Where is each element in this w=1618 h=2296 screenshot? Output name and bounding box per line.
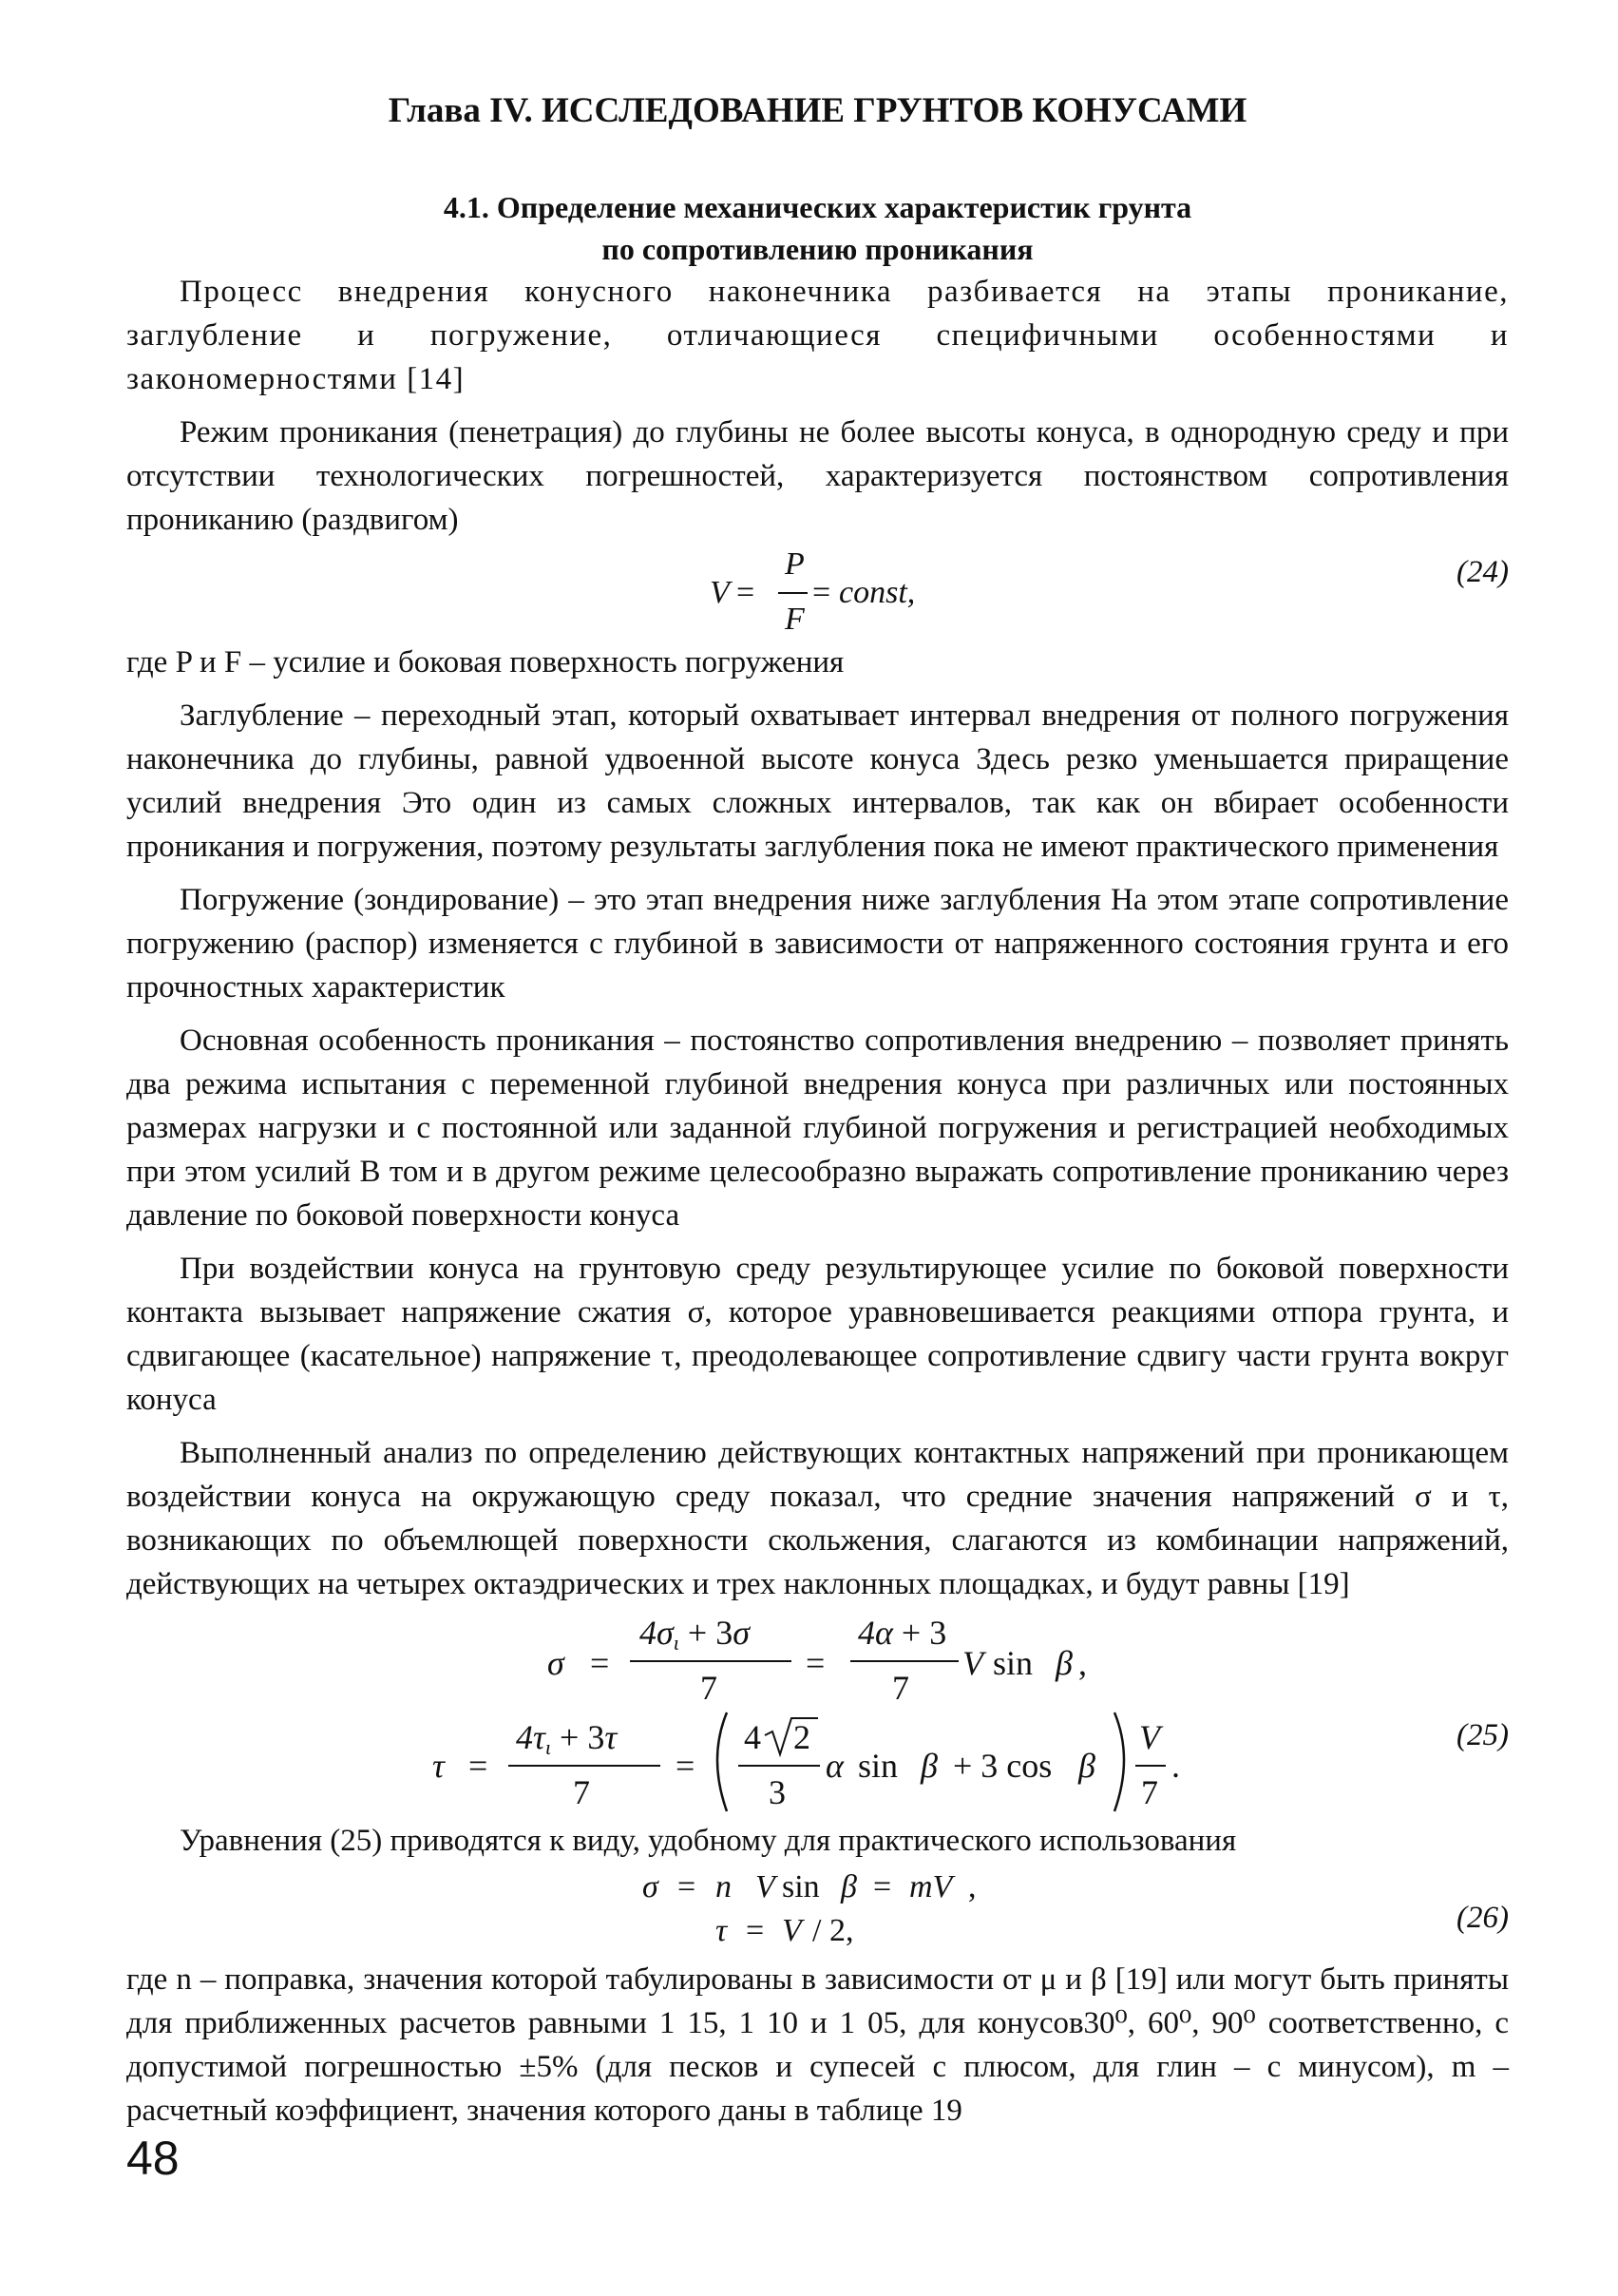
svg-text:3: 3 bbox=[769, 1773, 786, 1811]
svg-text:β: β bbox=[841, 1869, 857, 1904]
svg-text:=: = bbox=[806, 1644, 826, 1682]
svg-text:β: β bbox=[1056, 1644, 1073, 1682]
svg-text:7: 7 bbox=[700, 1669, 717, 1707]
svg-text:=: = bbox=[873, 1869, 892, 1904]
svg-text:α: α bbox=[826, 1747, 844, 1785]
svg-text:P: P bbox=[785, 546, 805, 582]
paragraph-6: Основная особенность проникания – постоянство сопротивления внедрению – позволяет принять два режима испытания с переменной глубиной внедрения конуса при различных или постоянных размерах нагрузки и с постоянной или заданной глубиной погружения и регистрацией необходимых при этом усилий В том и в другом режиме целесообразно выражать сопротивление прониканию через давление по боковой поверхности конуса bbox=[126, 1024, 1509, 1233]
equation-25 bbox=[126, 1606, 1509, 1819]
svg-text:2: 2 bbox=[793, 1718, 810, 1756]
svg-text:V: V bbox=[710, 575, 730, 610]
chapter-title: Глава IV. ИССЛЕДОВАНИЕ ГРУНТОВ КОНУСАМИ bbox=[388, 91, 1247, 130]
svg-text:V: V bbox=[782, 1913, 802, 1948]
equation-25-graphic bbox=[126, 1606, 1509, 1819]
svg-text:4: 4 bbox=[744, 1718, 761, 1756]
svg-text:β: β bbox=[1078, 1747, 1095, 1785]
equation-24 bbox=[126, 542, 1509, 641]
paragraph-2: Режим проникания (пенетрация) до глубины не более высоты конуса, в однородную среду и при отсутствии технологических погрешностей, характеризуется постоянством сопротивления прониканию (раздвигом) bbox=[126, 415, 1509, 537]
paragraph-9: Уравнения (25) приводятся к виду, удобному для практического использования bbox=[180, 1824, 1237, 1858]
equation-24-number: (24) bbox=[1456, 555, 1509, 589]
svg-text:τ: τ bbox=[432, 1747, 445, 1785]
svg-text:7: 7 bbox=[1141, 1773, 1158, 1811]
equation-26 bbox=[126, 1863, 1509, 1958]
svg-text:=: = bbox=[746, 1913, 765, 1948]
svg-text:=: = bbox=[468, 1747, 488, 1785]
svg-text:σ: σ bbox=[547, 1644, 564, 1682]
equation-26-number: (26) bbox=[1456, 1901, 1509, 1935]
svg-text:.: . bbox=[1171, 1747, 1180, 1785]
equation-24-graphic bbox=[126, 542, 1509, 641]
paragraph-4: Заглубление – переходный этап, который охватывает интервал внедрения от полного погружения наконечника до глубины, равной удвоенной высоте конуса Здесь резко уменьшается приращение усилий внедрения Это один из самых сложных интервалов, так как он вбирает особенности проникания и погружения, поэтому результаты заглубления пока не имеют практического применения bbox=[126, 698, 1509, 864]
svg-text:/ 2,: / 2, bbox=[812, 1913, 854, 1948]
equation-26-graphic bbox=[126, 1863, 1509, 1958]
svg-text:n: n bbox=[715, 1869, 732, 1904]
svg-text:const,: const, bbox=[839, 575, 916, 610]
svg-text:=: = bbox=[736, 575, 755, 610]
svg-text:,: , bbox=[1078, 1644, 1087, 1682]
equation-25-number: (25) bbox=[1456, 1718, 1509, 1752]
paragraph-3: где P и F – усилие и боковая поверхность погружения bbox=[126, 645, 845, 679]
svg-text:4α + 3: 4α + 3 bbox=[858, 1614, 947, 1652]
svg-text:=: = bbox=[677, 1869, 696, 1904]
svg-text:+ 3 cos: + 3 cos bbox=[953, 1747, 1053, 1785]
svg-text:sin: sin bbox=[782, 1869, 820, 1904]
svg-text:V: V bbox=[962, 1644, 983, 1682]
paragraph-8: Выполненный анализ по определению действующих контактных напряжений при проникающем воздействии конуса на окружающую среду показал, что средние значения напряжений σ и τ, возникающих по объемлющей поверхности скольжения, слагаются из комбинации напряжений, действующих на четырех октаэдрических и трех наклонных площадках, и будут равны [19] bbox=[126, 1436, 1509, 1601]
svg-text:4σι + 3σ: 4σι + 3σ bbox=[639, 1614, 750, 1655]
svg-text:7: 7 bbox=[573, 1773, 590, 1811]
svg-text:sin: sin bbox=[858, 1747, 899, 1785]
svg-text:=: = bbox=[590, 1644, 610, 1682]
paragraph-1: Процесс внедрения конусного наконечника разбивается на этапы проникание, заглубление и погружение, отличающиеся специфичными особенностями и закономерностями [14] bbox=[126, 275, 1509, 396]
svg-text:=: = bbox=[812, 575, 831, 610]
svg-text:,: , bbox=[968, 1869, 977, 1904]
paragraph-10: где n – поправка, значения которой табулированы в зависимости от μ и β [19] или могут быть приняты для приближенных расчетов равными 1 15, 1 10 и 1 05, для конусов30⁰, 60⁰, 90⁰ соответственно, с допустимой погрешностью ±5% (для песков и супесей с плюсом, для глин – с минусом), m – расчетный коэффициент, значения которого даны в таблице 19 bbox=[126, 1962, 1509, 2128]
paragraph-7: При воздействии конуса на грунтовую среду результирующее усилие по боковой поверхности контакта вызывает напряжение сжатия σ, которое уравновешивается реакциями отпора грунта, и сдвигающее (касательное) напряжение τ, преодолевающее сопротивление сдвигу части грунта вокруг конуса bbox=[126, 1252, 1509, 1417]
svg-text:V: V bbox=[1139, 1718, 1160, 1756]
page-body bbox=[126, 90, 1509, 2133]
svg-text:mV: mV bbox=[909, 1869, 953, 1904]
svg-text:σ: σ bbox=[642, 1869, 658, 1904]
svg-text:τ: τ bbox=[715, 1913, 728, 1948]
page-number: 48 bbox=[126, 2132, 180, 2185]
section-title-line-2: по сопротивлению проникания bbox=[601, 232, 1034, 266]
svg-text:V: V bbox=[755, 1869, 775, 1904]
svg-text:7: 7 bbox=[892, 1669, 909, 1707]
section-title-line-1: 4.1. Определение механических характеристик грунта bbox=[443, 190, 1192, 224]
svg-text:sin: sin bbox=[993, 1644, 1034, 1682]
svg-text:F: F bbox=[785, 602, 805, 637]
svg-text:β: β bbox=[921, 1747, 938, 1785]
svg-text:=: = bbox=[676, 1747, 695, 1785]
svg-text:4τι + 3τ: 4τι + 3τ bbox=[516, 1718, 618, 1759]
paragraph-5: Погружение (зондирование) – это этап внедрения ниже заглубления На этом этапе сопротивление погружению (распор) изменяется с глубиной в зависимости от напряженного состояния грунта и его прочностных характеристик bbox=[126, 883, 1509, 1004]
